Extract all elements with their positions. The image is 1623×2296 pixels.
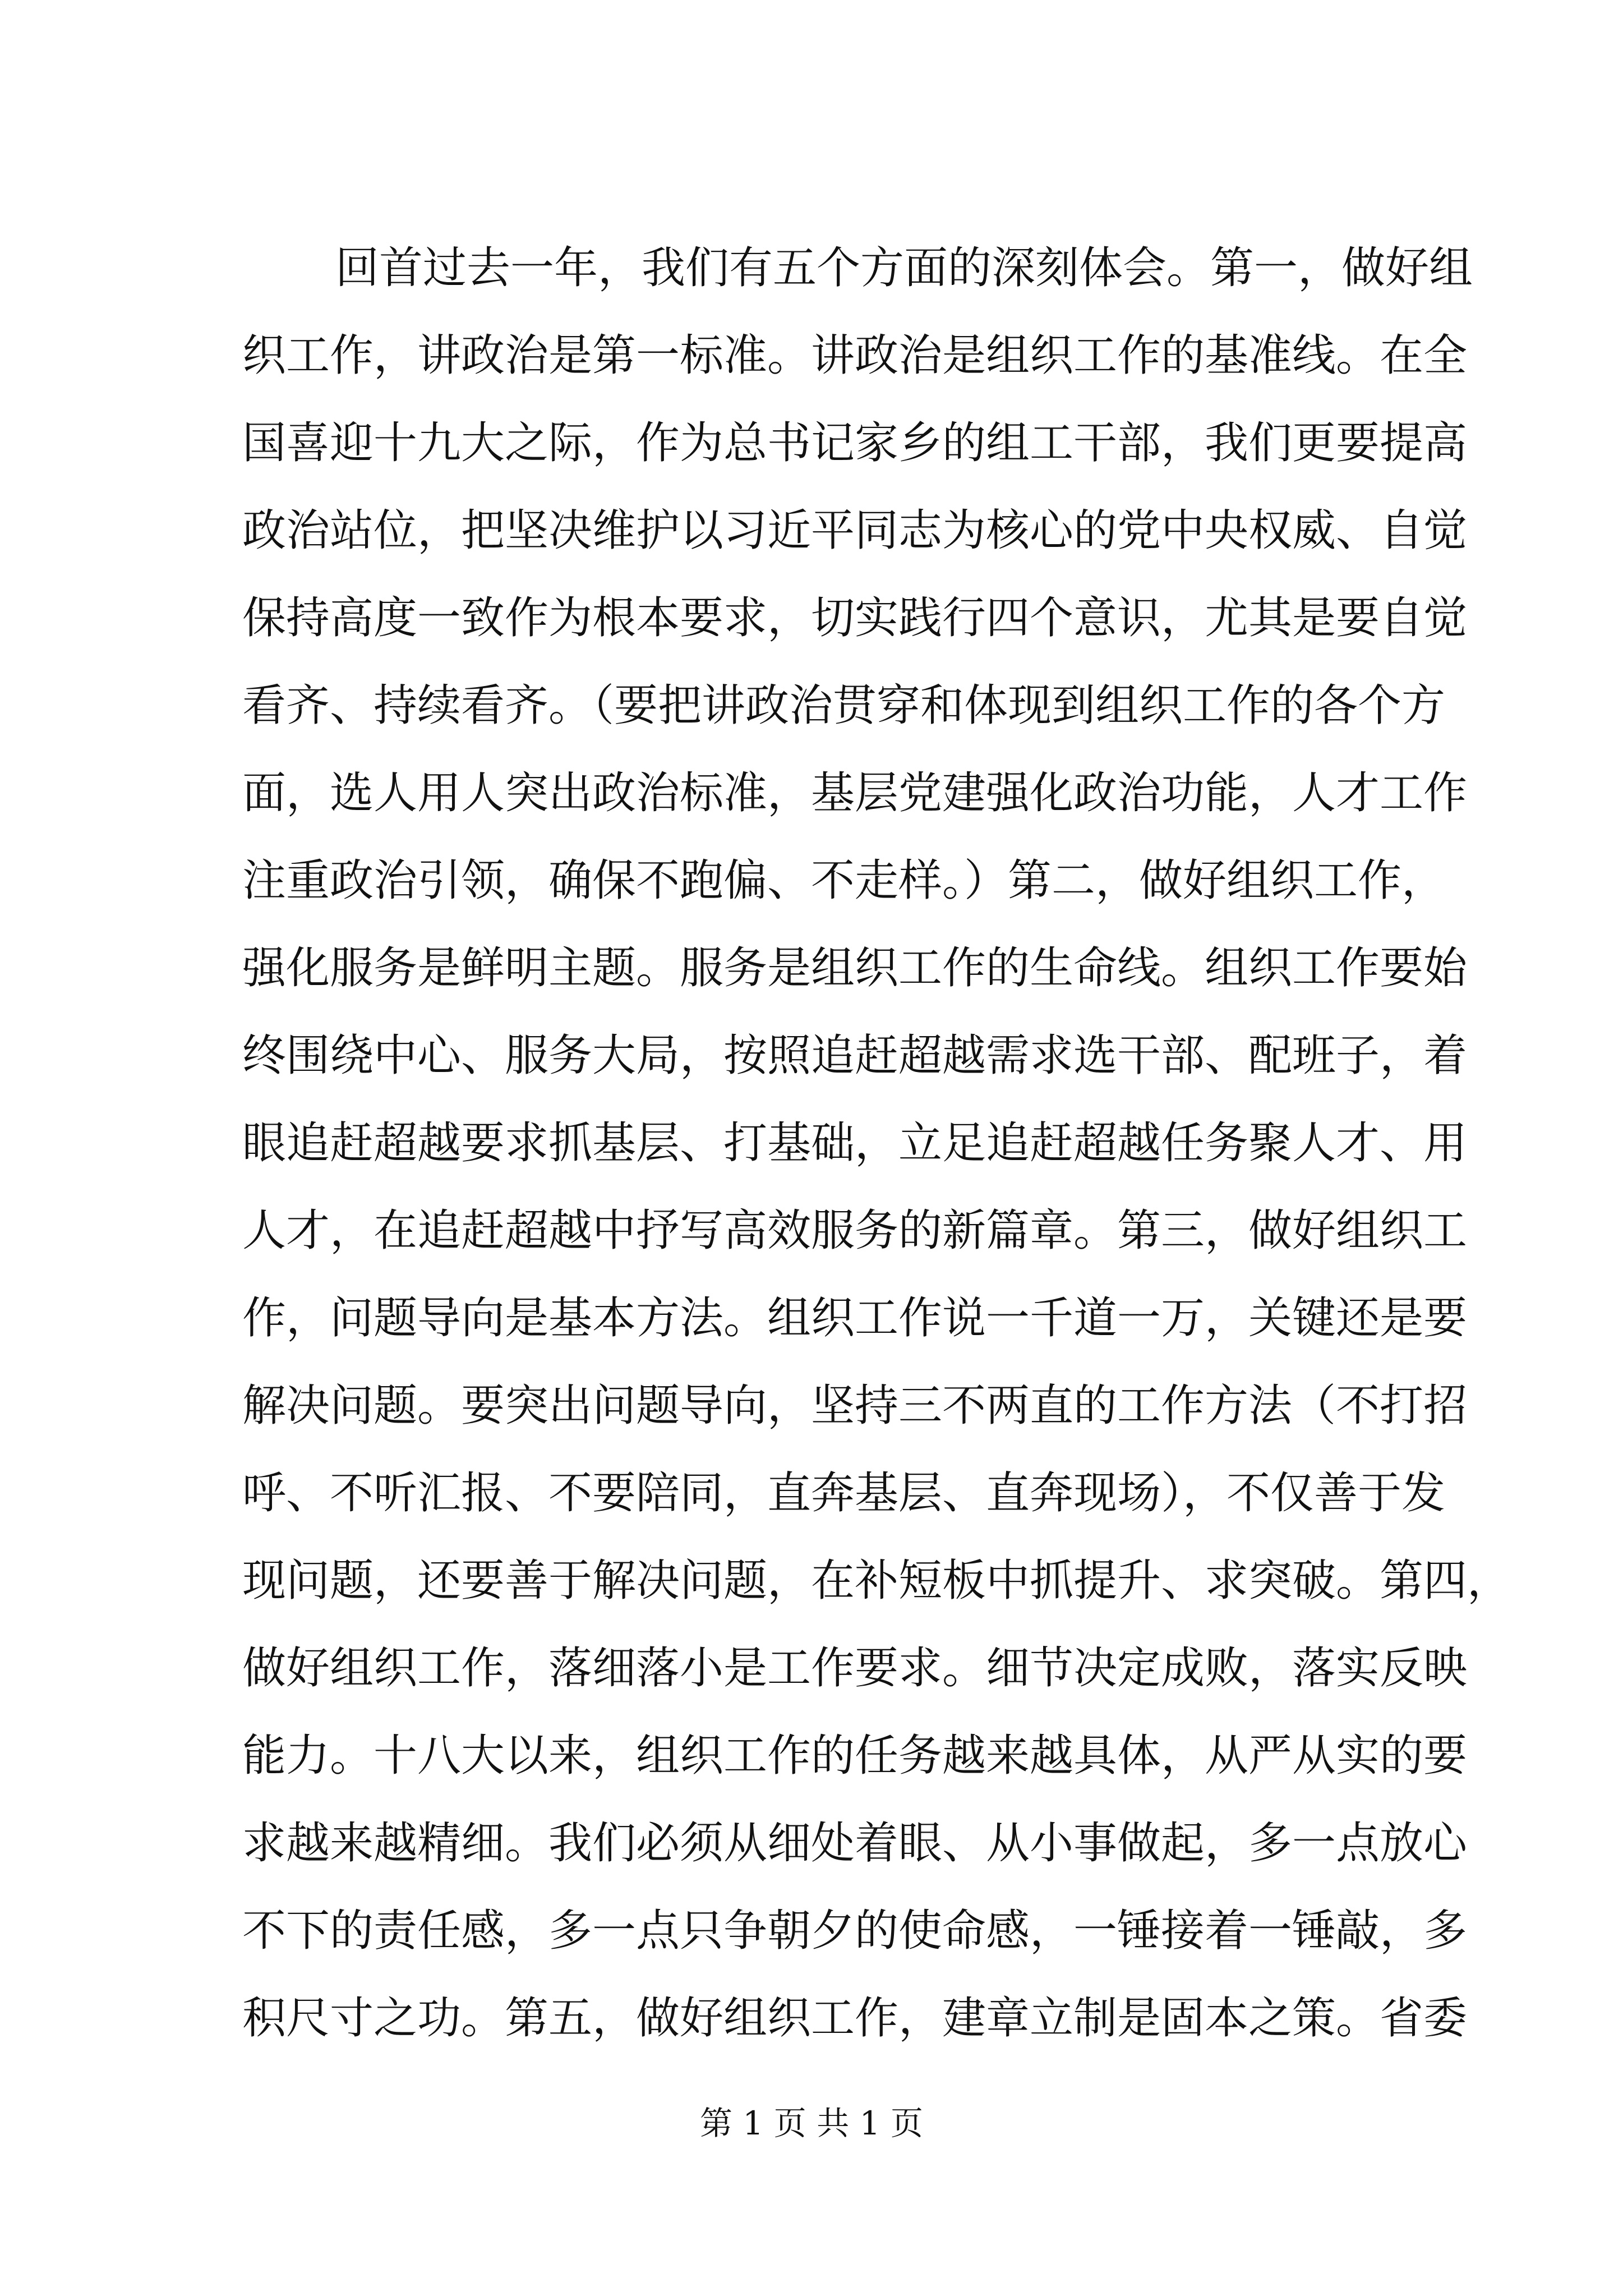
text-line: 面，选人用人突出政治标准，基层党建强化政治功能，人才工作: [242, 768, 1468, 818]
text-line: 作，问题导向是基本方法。组织工作说一千道一万，关键还是要: [242, 1293, 1468, 1343]
page-number-label: 第 1 页 共 1 页: [700, 2104, 923, 2142]
text-line: 做好组织工作，落细落小是工作要求。细节决定成败，落实反映: [242, 1643, 1468, 1694]
text-line: 终围绕中心、服务大局，按照追赶超越需求选干部、配班子，着: [242, 1030, 1468, 1081]
text-line: 积尺寸之功。第五，做好组织工作，建章立制是固本之策。省委: [242, 1993, 1468, 2044]
body-paragraph: [242, 224, 1511, 2062]
text-line: 保持高度一致作为根本要求，切实践行四个意识，尤其是要自觉: [242, 593, 1468, 643]
text-line: 能力。十八大以来，组织工作的任务越来越具体，从严从实的要: [242, 1731, 1468, 1781]
text-line: 织工作，讲政治是第一标准。讲政治是组织工作的基准线。在全: [242, 330, 1468, 381]
text-line: 看齐、持续看齐。（要把讲政治贯穿和体现到组织工作的各个方: [242, 680, 1446, 731]
text-line: 回首过去一年，我们有五个方面的深刻体会。第一，做好组: [335, 243, 1473, 293]
text-line: 解决问题。要突出问题导向，坚持三不两直的工作方法（不打招: [242, 1381, 1468, 1431]
text-line: 不下的责任感，多一点只争朝夕的使命感，一锤接着一锤敲，多: [242, 1906, 1468, 1956]
text-line: 人才，在追赶超越中抒写高效服务的新篇章。第三，做好组织工: [242, 1205, 1468, 1256]
text-line: 国喜迎十九大之际，作为总书记家乡的组工干部，我们更要提高: [242, 418, 1468, 468]
text-line: 强化服务是鲜明主题。服务是组织工作的生命线。组织工作要始: [242, 943, 1468, 993]
text-line: 求越来越精细。我们必须从细处着眼、从小事做起，多一点放心: [242, 1818, 1468, 1869]
text-line: 注重政治引领，确保不跑偏、不走样。）第二，做好组织工作，: [242, 855, 1446, 906]
page-footer: [0, 2101, 1623, 2146]
text-line: 眼追赶超越要求抓基层、打基础，立足追赶超越任务聚人才、用: [242, 1118, 1468, 1168]
text-line: 呼、不听汇报、不要陪同，直奔基层、直奔现场），不仅善于发: [242, 1468, 1446, 1519]
text-line: 政治站位，把坚决维护以习近平同志为核心的党中央权威、自觉: [242, 505, 1468, 556]
text-line: 现问题，还要善于解决问题，在补短板中抓提升、求突破。第四，: [242, 1556, 1511, 1606]
